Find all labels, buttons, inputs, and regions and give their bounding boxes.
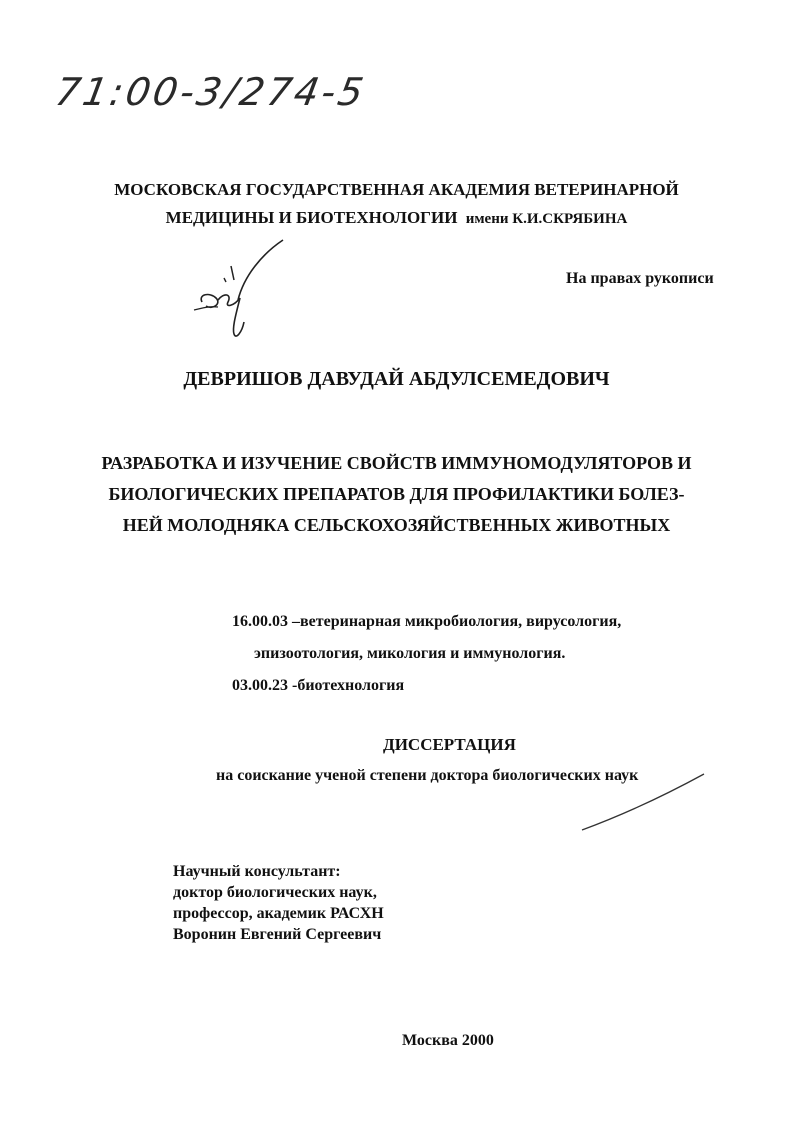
specialty-line-1: 16.00.03 –ветеринарная микробиология, вирусология, xyxy=(232,613,622,630)
manuscript-rights: На правах рукописи xyxy=(566,270,714,287)
title-line-3: НЕЙ МОЛОДНЯКА СЕЛЬСКОХОЗЯЙСТВЕННЫХ ЖИВОТНЫХ xyxy=(122,515,671,535)
title-line-1: РАЗРАБОТКА И ИЗУЧЕНИЕ СВОЙСТВ ИММУНОМОДУЛЯТОРОВ И xyxy=(101,453,692,473)
consultant-degree: доктор биологических наук, xyxy=(173,884,377,901)
specialty-line-3: 03.00.23 -биотехнология xyxy=(232,677,405,694)
institution-line-2 xyxy=(0,208,793,228)
specialty-line-2: эпизоотология, микология и иммунология. xyxy=(254,645,566,662)
city-year: Москва 2000 xyxy=(402,1032,494,1049)
consultant-name: Воронин Евгений Сергеевич xyxy=(173,926,382,943)
author-name: ДЕВРИШОВ ДАВУДАЙ АБДУЛСЕМЕДОВИЧ xyxy=(183,368,610,390)
degree-sought: на соискание ученой степени доктора биологических наук xyxy=(216,767,639,784)
signature xyxy=(188,236,298,346)
consultant-heading: Научный консультант: xyxy=(173,863,341,880)
archive-number: 71:00-3/274-5 xyxy=(52,70,370,114)
institution-line-1: МОСКОВСКАЯ ГОСУДАРСТВЕННАЯ АКАДЕМИЯ ВЕТЕРИНАРНОЙ xyxy=(114,180,679,199)
title-line-2: БИОЛОГИЧЕСКИХ ПРЕПАРАТОВ ДЛЯ ПРОФИЛАКТИКИ БОЛЕЗ- xyxy=(108,484,685,504)
document-type: ДИССЕРТАЦИЯ xyxy=(383,735,516,754)
pen-stroke-mark xyxy=(580,768,710,838)
institution-named-after: имени К.И.СКРЯБИНА xyxy=(465,211,628,227)
consultant-title: профессор, академик РАСХН xyxy=(173,905,384,922)
institution-name: МЕДИЦИНЫ И БИОТЕХНОЛОГИИ xyxy=(165,208,458,227)
